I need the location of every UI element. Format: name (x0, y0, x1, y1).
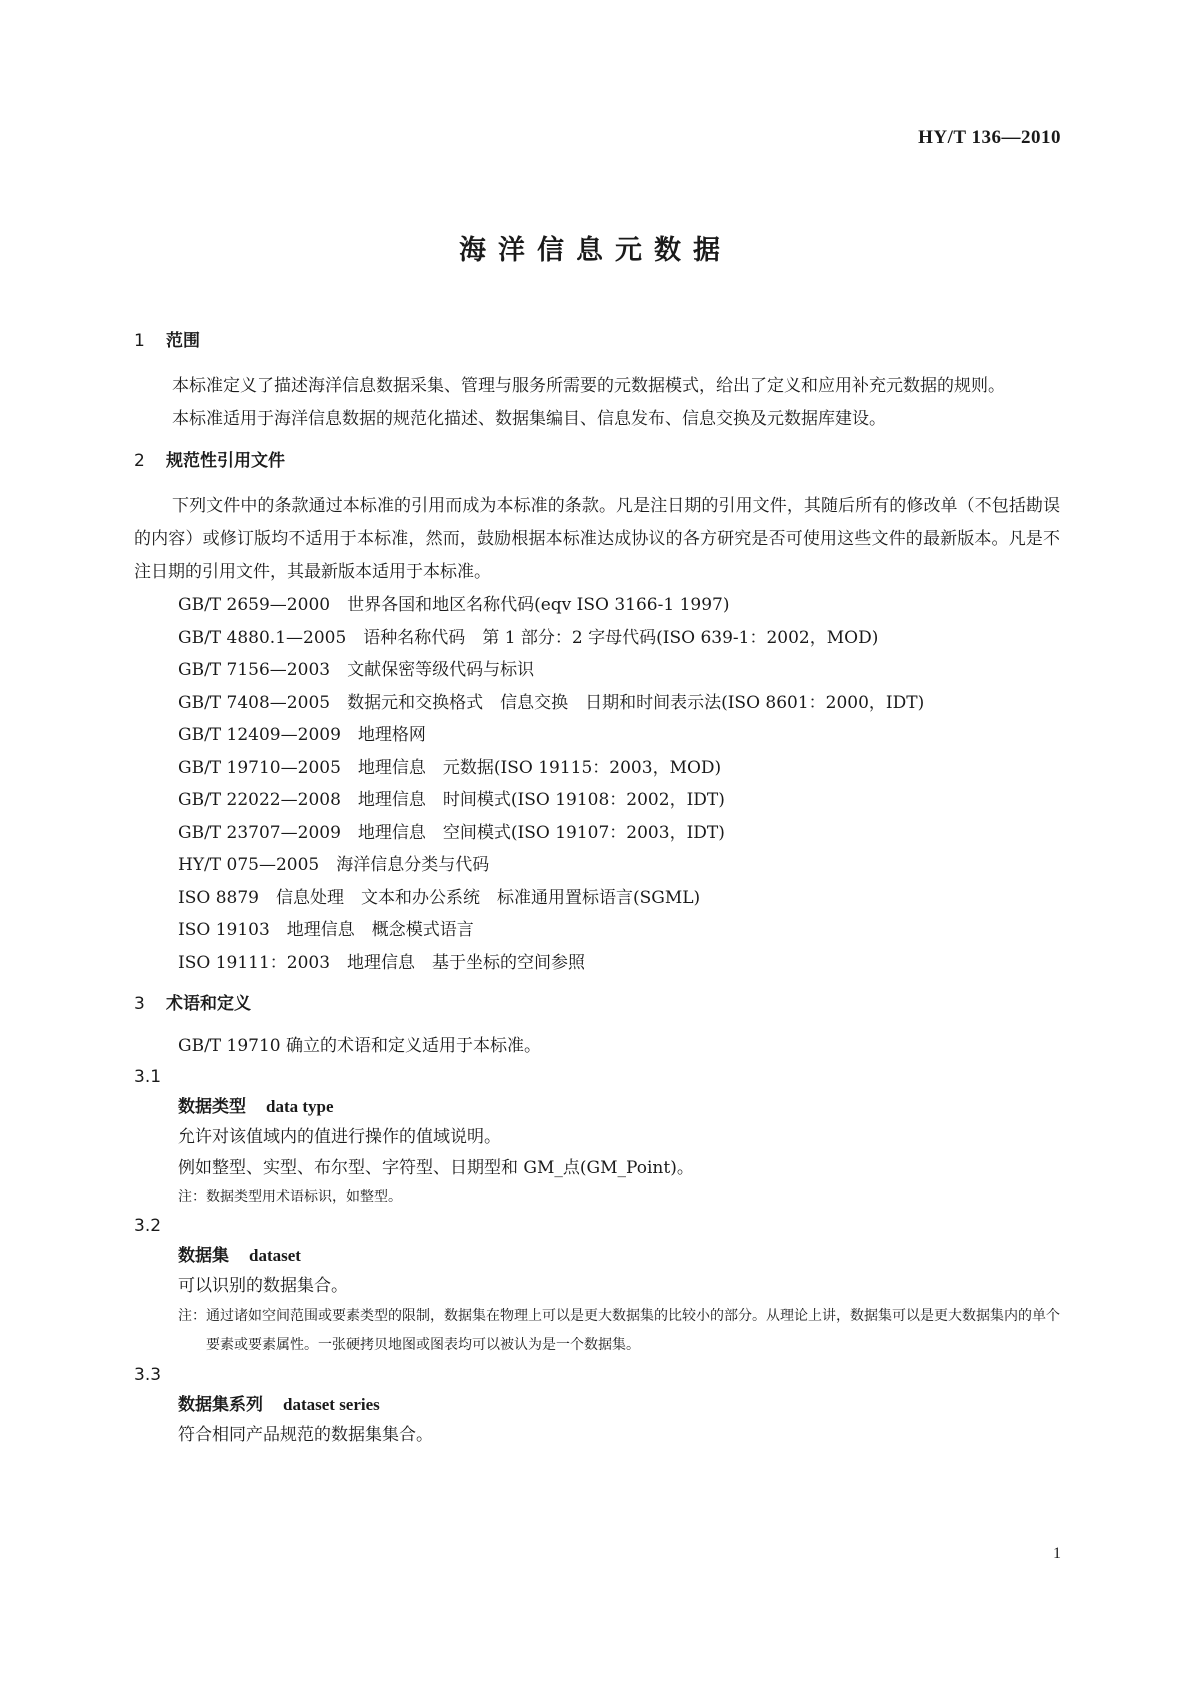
page-number: 1 (1053, 1545, 1061, 1562)
term-heading: 数据类型 data type (178, 1097, 334, 1117)
term-number: 3.2 (134, 1216, 162, 1236)
reference-item: ISO 8879 信息处理 文本和办公系统 标准通用置标语言(SGML) (178, 887, 701, 908)
reference-item: GB/T 23707—2009 地理信息 空间模式(ISO 19107：2003，IDT) (178, 822, 725, 843)
reference-item: GB/T 22022—2008 地理信息 时间模式(ISO 19108：2002，IDT) (178, 790, 725, 810)
term-heading: 数据集系列 dataset series (178, 1395, 380, 1415)
term-number: 3.1 (134, 1067, 162, 1087)
section-heading-1: 1 范围 (134, 331, 200, 351)
section-heading-2: 2 规范性引用文件 (134, 451, 285, 471)
term-heading: 数据集 dataset (178, 1246, 301, 1266)
paragraph: 本标准定义了描述海洋信息数据采集、管理与服务所需要的元数据模式，给出了定义和应用补充元数据的规则。 (172, 376, 1005, 396)
reference-item: GB/T 4880.1—2005 语种名称代码 第 1 部分：2 字母代码(ISO 639-1：2002，MOD) (178, 627, 879, 648)
reference-item: HY/T 075—2005 海洋信息分类与代码 (178, 855, 490, 875)
section-heading-3: 3 术语和定义 (134, 994, 251, 1014)
term-definition: 允许对该值域内的值进行操作的值域说明。 (178, 1127, 501, 1147)
reference-item: GB/T 12409—2009 地理格网 (178, 725, 426, 745)
term-number: 3.3 (134, 1365, 162, 1385)
reference-item: GB/T 2659—2000 世界各国和地区名称代码(eqv ISO 3166-1 1997) (178, 595, 730, 615)
paragraph: 本标准适用于海洋信息数据的规范化描述、数据集编目、信息发布、信息交换及元数据库建设。 (172, 409, 886, 429)
document-body (134, 330, 1060, 1451)
reference-item: ISO 19103 地理信息 概念模式语言 (178, 920, 474, 940)
term-note: 注：数据类型用术语标识，如整型。 (178, 1189, 402, 1205)
term-definition: 可以识别的数据集合。 (178, 1276, 348, 1296)
reference-item: ISO 19111：2003 地理信息 基于坐标的空间参照 (178, 952, 586, 973)
term-example: 例如整型、实型、布尔型、字符型、日期型和 GM_点(GM_Point)。 (178, 1158, 694, 1178)
reference-item: GB/T 7156—2003 文献保密等级代码与标识 (178, 660, 535, 680)
standard-code: HY/T 136—2010 (918, 127, 1061, 148)
reference-list (134, 589, 1060, 979)
term-note: 注：通过诸如空间范围或要素类型的限制，数据集在物理上可以是更大数据集的比较小的部分。从理论上讲，数据集可以是更大数据集内的单个要素或要素属性。一张硬拷贝地图或图表均可以被认为是一个数据集。 (178, 1308, 1060, 1353)
paragraph: 下列文件中的条款通过本标准的引用而成为本标准的条款。凡是注日期的引用文件，其随后所有的修改单（不包括勘误的内容）或修订版均不适用于本标准，然而，鼓励根据本标准达成协议的各方研究是否可使用这些文件的最新版本。凡是不注日期的引用文件，其最新版本适用于本标准。 (134, 496, 1060, 582)
paragraph: GB/T 19710 确立的术语和定义适用于本标准。 (178, 1036, 542, 1056)
document-title: 海洋信息元数据 (459, 235, 732, 266)
term-definition: 符合相同产品规范的数据集集合。 (178, 1425, 433, 1445)
reference-item: GB/T 19710—2005 地理信息 元数据(ISO 19115：2003，MOD) (178, 757, 722, 778)
reference-item: GB/T 7408—2005 数据元和交换格式 信息交换 日期和时间表示法(ISO 8601：2000，IDT) (178, 692, 925, 713)
